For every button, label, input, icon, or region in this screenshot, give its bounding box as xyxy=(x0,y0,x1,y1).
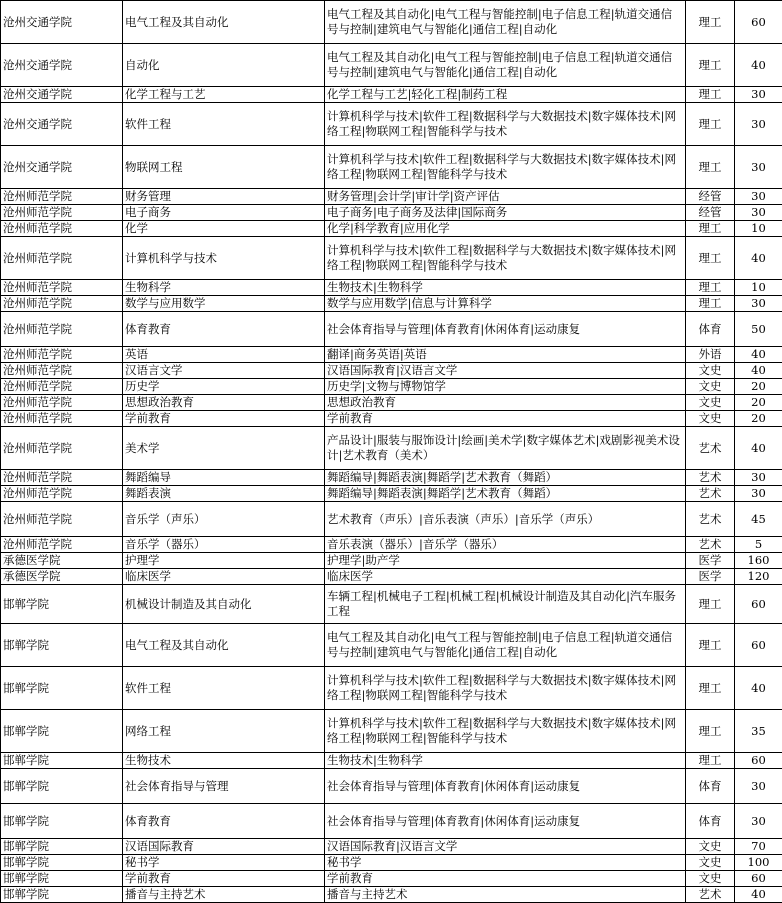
table-row xyxy=(1,221,782,237)
school-cell: 沧州师范学院 xyxy=(1,395,123,411)
school-cell: 承德医学院 xyxy=(1,569,123,585)
plan-count-cell: 40 xyxy=(735,427,782,470)
table-row xyxy=(1,553,782,569)
related-majors-cell: 舞蹈编导|舞蹈表演|舞蹈学|艺术教育（舞蹈） xyxy=(325,470,686,486)
major-cell: 生物科学 xyxy=(123,280,325,296)
plan-count-cell: 60 xyxy=(735,1,782,44)
related-majors-cell: 电子商务|电子商务及法律|国际商务 xyxy=(325,205,686,221)
major-cell: 数学与应用数学 xyxy=(123,296,325,312)
major-cell: 电气工程及其自动化 xyxy=(123,1,325,44)
category-cell: 理工 xyxy=(686,1,735,44)
table-row xyxy=(1,887,782,903)
major-cell: 机械设计制造及其自动化 xyxy=(123,585,325,624)
school-cell: 邯郸学院 xyxy=(1,624,123,667)
category-cell: 理工 xyxy=(686,103,735,146)
category-cell: 体育 xyxy=(686,769,735,804)
related-majors-cell: 计算机科学与技术|软件工程|数据科学与大数据技术|数字媒体技术|网络工程|物联网工程|智能科学与技术 xyxy=(325,710,686,753)
category-cell: 理工 xyxy=(686,87,735,103)
plan-count-cell: 30 xyxy=(735,769,782,804)
plan-count-cell: 40 xyxy=(735,363,782,379)
table-body xyxy=(1,1,782,903)
table-row xyxy=(1,753,782,769)
category-cell: 医学 xyxy=(686,553,735,569)
table-row xyxy=(1,804,782,839)
plan-count-cell: 30 xyxy=(735,103,782,146)
table-row xyxy=(1,427,782,470)
school-cell: 沧州师范学院 xyxy=(1,347,123,363)
school-cell: 邯郸学院 xyxy=(1,871,123,887)
table-row xyxy=(1,486,782,502)
school-cell: 沧州师范学院 xyxy=(1,205,123,221)
table-row xyxy=(1,624,782,667)
major-cell: 体育教育 xyxy=(123,312,325,347)
category-cell: 理工 xyxy=(686,44,735,87)
major-cell: 音乐学（声乐） xyxy=(123,502,325,537)
table-row xyxy=(1,312,782,347)
related-majors-cell: 电气工程及其自动化|电气工程与智能控制|电子信息工程|轨道交通信号与控制|建筑电气与智能化|通信工程|自动化 xyxy=(325,624,686,667)
related-majors-cell: 播音与主持艺术 xyxy=(325,887,686,903)
major-cell: 学前教育 xyxy=(123,411,325,427)
table-row xyxy=(1,470,782,486)
major-cell: 体育教育 xyxy=(123,804,325,839)
category-cell: 艺术 xyxy=(686,427,735,470)
category-cell: 外语 xyxy=(686,347,735,363)
major-cell: 财务管理 xyxy=(123,189,325,205)
school-cell: 沧州师范学院 xyxy=(1,379,123,395)
major-cell: 美术学 xyxy=(123,427,325,470)
table-row xyxy=(1,146,782,189)
category-cell: 理工 xyxy=(686,296,735,312)
major-cell: 英语 xyxy=(123,347,325,363)
category-cell: 经管 xyxy=(686,189,735,205)
school-cell: 邯郸学院 xyxy=(1,855,123,871)
category-cell: 经管 xyxy=(686,205,735,221)
category-cell: 医学 xyxy=(686,569,735,585)
table-row xyxy=(1,363,782,379)
plan-count-cell: 30 xyxy=(735,804,782,839)
category-cell: 文史 xyxy=(686,855,735,871)
major-cell: 思想政治教育 xyxy=(123,395,325,411)
related-majors-cell: 车辆工程|机械电子工程|机械工程|机械设计制造及其自动化|汽车服务工程 xyxy=(325,585,686,624)
related-majors-cell: 计算机科学与技术|软件工程|数据科学与大数据技术|数字媒体技术|网络工程|物联网工程|智能科学与技术 xyxy=(325,103,686,146)
related-majors-cell: 秘书学 xyxy=(325,855,686,871)
plan-count-cell: 10 xyxy=(735,221,782,237)
related-majors-cell: 学前教育 xyxy=(325,411,686,427)
school-cell: 沧州交通学院 xyxy=(1,103,123,146)
related-majors-cell: 化学工程与工艺|轻化工程|制药工程 xyxy=(325,87,686,103)
related-majors-cell: 数学与应用数学|信息与计算科学 xyxy=(325,296,686,312)
school-cell: 沧州师范学院 xyxy=(1,312,123,347)
table-row xyxy=(1,280,782,296)
table-row xyxy=(1,855,782,871)
related-majors-cell: 翻译|商务英语|英语 xyxy=(325,347,686,363)
category-cell: 文史 xyxy=(686,395,735,411)
school-cell: 沧州师范学院 xyxy=(1,502,123,537)
major-cell: 汉语国际教育 xyxy=(123,839,325,855)
category-cell: 艺术 xyxy=(686,887,735,903)
table-row xyxy=(1,569,782,585)
category-cell: 文史 xyxy=(686,839,735,855)
major-cell: 计算机科学与技术 xyxy=(123,237,325,280)
table-row xyxy=(1,871,782,887)
plan-count-cell: 45 xyxy=(735,502,782,537)
school-cell: 沧州师范学院 xyxy=(1,280,123,296)
category-cell: 文史 xyxy=(686,871,735,887)
major-cell: 舞蹈表演 xyxy=(123,486,325,502)
plan-count-cell: 30 xyxy=(735,296,782,312)
category-cell: 艺术 xyxy=(686,537,735,553)
school-cell: 沧州师范学院 xyxy=(1,221,123,237)
major-cell: 护理学 xyxy=(123,553,325,569)
school-cell: 沧州师范学院 xyxy=(1,486,123,502)
major-cell: 舞蹈编导 xyxy=(123,470,325,486)
category-cell: 理工 xyxy=(686,237,735,280)
major-cell: 播音与主持艺术 xyxy=(123,887,325,903)
related-majors-cell: 财务管理|会计学|审计学|资产评估 xyxy=(325,189,686,205)
major-cell: 软件工程 xyxy=(123,103,325,146)
major-cell: 生物技术 xyxy=(123,753,325,769)
related-majors-cell: 生物技术|生物科学 xyxy=(325,280,686,296)
category-cell: 文史 xyxy=(686,379,735,395)
major-cell: 秘书学 xyxy=(123,855,325,871)
plan-count-cell: 20 xyxy=(735,379,782,395)
major-cell: 电气工程及其自动化 xyxy=(123,624,325,667)
table-row xyxy=(1,502,782,537)
related-majors-cell: 社会体育指导与管理|体育教育|休闲体育|运动康复 xyxy=(325,769,686,804)
table-row xyxy=(1,411,782,427)
table-row xyxy=(1,347,782,363)
related-majors-cell: 生物技术|生物科学 xyxy=(325,753,686,769)
major-cell: 音乐学（器乐） xyxy=(123,537,325,553)
school-cell: 沧州交通学院 xyxy=(1,44,123,87)
related-majors-cell: 电气工程及其自动化|电气工程与智能控制|电子信息工程|轨道交通信号与控制|建筑电气与智能化|通信工程|自动化 xyxy=(325,44,686,87)
plan-count-cell: 40 xyxy=(735,887,782,903)
school-cell: 沧州师范学院 xyxy=(1,189,123,205)
school-cell: 邯郸学院 xyxy=(1,769,123,804)
table-row xyxy=(1,87,782,103)
table-row xyxy=(1,237,782,280)
plan-count-cell: 100 xyxy=(735,855,782,871)
related-majors-cell: 艺术教育（声乐）|音乐表演（声乐）|音乐学（声乐） xyxy=(325,502,686,537)
major-cell: 自动化 xyxy=(123,44,325,87)
related-majors-cell: 社会体育指导与管理|体育教育|休闲体育|运动康复 xyxy=(325,804,686,839)
related-majors-cell: 学前教育 xyxy=(325,871,686,887)
plan-count-cell: 20 xyxy=(735,395,782,411)
plan-count-cell: 30 xyxy=(735,470,782,486)
category-cell: 体育 xyxy=(686,804,735,839)
plan-count-cell: 30 xyxy=(735,189,782,205)
table-row xyxy=(1,103,782,146)
category-cell: 艺术 xyxy=(686,470,735,486)
category-cell: 理工 xyxy=(686,146,735,189)
category-cell: 艺术 xyxy=(686,486,735,502)
category-cell: 理工 xyxy=(686,280,735,296)
plan-count-cell: 60 xyxy=(735,624,782,667)
plan-count-cell: 50 xyxy=(735,312,782,347)
related-majors-cell: 计算机科学与技术|软件工程|数据科学与大数据技术|数字媒体技术|网络工程|物联网工程|智能科学与技术 xyxy=(325,667,686,710)
major-cell: 物联网工程 xyxy=(123,146,325,189)
school-cell: 邯郸学院 xyxy=(1,585,123,624)
category-cell: 文史 xyxy=(686,363,735,379)
plan-count-cell: 60 xyxy=(735,871,782,887)
school-cell: 沧州师范学院 xyxy=(1,296,123,312)
major-cell: 电子商务 xyxy=(123,205,325,221)
table-row xyxy=(1,379,782,395)
related-majors-cell: 化学|科学教育|应用化学 xyxy=(325,221,686,237)
table-row xyxy=(1,710,782,753)
related-majors-cell: 计算机科学与技术|软件工程|数据科学与大数据技术|数字媒体技术|网络工程|物联网工程|智能科学与技术 xyxy=(325,146,686,189)
plan-count-cell: 30 xyxy=(735,87,782,103)
related-majors-cell: 电气工程及其自动化|电气工程与智能控制|电子信息工程|轨道交通信号与控制|建筑电气与智能化|通信工程|自动化 xyxy=(325,1,686,44)
plan-count-cell: 30 xyxy=(735,486,782,502)
major-cell: 软件工程 xyxy=(123,667,325,710)
table-row xyxy=(1,667,782,710)
category-cell: 体育 xyxy=(686,312,735,347)
school-cell: 邯郸学院 xyxy=(1,667,123,710)
related-majors-cell: 音乐表演（器乐）|音乐学（器乐） xyxy=(325,537,686,553)
major-cell: 临床医学 xyxy=(123,569,325,585)
related-majors-cell: 历史学|文物与博物馆学 xyxy=(325,379,686,395)
category-cell: 理工 xyxy=(686,667,735,710)
table-row xyxy=(1,585,782,624)
table-row xyxy=(1,839,782,855)
school-cell: 邯郸学院 xyxy=(1,887,123,903)
school-cell: 沧州师范学院 xyxy=(1,363,123,379)
plan-count-cell: 60 xyxy=(735,753,782,769)
school-cell: 邯郸学院 xyxy=(1,710,123,753)
related-majors-cell: 汉语国际教育|汉语言文学 xyxy=(325,363,686,379)
school-cell: 沧州师范学院 xyxy=(1,537,123,553)
related-majors-cell: 社会体育指导与管理|体育教育|休闲体育|运动康复 xyxy=(325,312,686,347)
school-cell: 沧州师范学院 xyxy=(1,470,123,486)
table-row xyxy=(1,189,782,205)
school-cell: 邯郸学院 xyxy=(1,804,123,839)
major-cell: 网络工程 xyxy=(123,710,325,753)
school-cell: 沧州交通学院 xyxy=(1,1,123,44)
school-cell: 沧州交通学院 xyxy=(1,87,123,103)
school-cell: 沧州交通学院 xyxy=(1,146,123,189)
category-cell: 理工 xyxy=(686,710,735,753)
plan-count-cell: 40 xyxy=(735,667,782,710)
major-cell: 化学 xyxy=(123,221,325,237)
plan-count-cell: 40 xyxy=(735,237,782,280)
school-cell: 承德医学院 xyxy=(1,553,123,569)
plan-count-cell: 30 xyxy=(735,205,782,221)
major-cell: 社会体育指导与管理 xyxy=(123,769,325,804)
table-row xyxy=(1,44,782,87)
table-row xyxy=(1,769,782,804)
table-row xyxy=(1,205,782,221)
major-cell: 学前教育 xyxy=(123,871,325,887)
plan-count-cell: 40 xyxy=(735,44,782,87)
related-majors-cell: 汉语国际教育|汉语言文学 xyxy=(325,839,686,855)
plan-count-cell: 5 xyxy=(735,537,782,553)
plan-count-cell: 70 xyxy=(735,839,782,855)
category-cell: 理工 xyxy=(686,624,735,667)
major-cell: 化学工程与工艺 xyxy=(123,87,325,103)
school-cell: 沧州师范学院 xyxy=(1,411,123,427)
category-cell: 文史 xyxy=(686,411,735,427)
plan-count-cell: 160 xyxy=(735,553,782,569)
major-cell: 历史学 xyxy=(123,379,325,395)
category-cell: 理工 xyxy=(686,753,735,769)
school-cell: 沧州师范学院 xyxy=(1,237,123,280)
category-cell: 理工 xyxy=(686,585,735,624)
plan-count-cell: 60 xyxy=(735,585,782,624)
related-majors-cell: 计算机科学与技术|软件工程|数据科学与大数据技术|数字媒体技术|网络工程|物联网工程|智能科学与技术 xyxy=(325,237,686,280)
plan-count-cell: 35 xyxy=(735,710,782,753)
related-majors-cell: 舞蹈编导|舞蹈表演|舞蹈学|艺术教育（舞蹈） xyxy=(325,486,686,502)
school-cell: 沧州师范学院 xyxy=(1,427,123,470)
table-row xyxy=(1,296,782,312)
major-cell: 汉语言文学 xyxy=(123,363,325,379)
school-cell: 邯郸学院 xyxy=(1,839,123,855)
table-row xyxy=(1,395,782,411)
table-row xyxy=(1,1,782,44)
plan-count-cell: 40 xyxy=(735,347,782,363)
category-cell: 艺术 xyxy=(686,502,735,537)
category-cell: 理工 xyxy=(686,221,735,237)
school-cell: 邯郸学院 xyxy=(1,753,123,769)
related-majors-cell: 护理学|助产学 xyxy=(325,553,686,569)
plan-count-cell: 20 xyxy=(735,411,782,427)
plan-count-cell: 10 xyxy=(735,280,782,296)
related-majors-cell: 临床医学 xyxy=(325,569,686,585)
related-majors-cell: 产品设计|服装与服饰设计|绘画|美术学|数字媒体艺术|戏剧影视美术设计|艺术教育（美术） xyxy=(325,427,686,470)
table-row xyxy=(1,537,782,553)
plan-count-cell: 30 xyxy=(735,146,782,189)
related-majors-cell: 思想政治教育 xyxy=(325,395,686,411)
plan-count-cell: 120 xyxy=(735,569,782,585)
